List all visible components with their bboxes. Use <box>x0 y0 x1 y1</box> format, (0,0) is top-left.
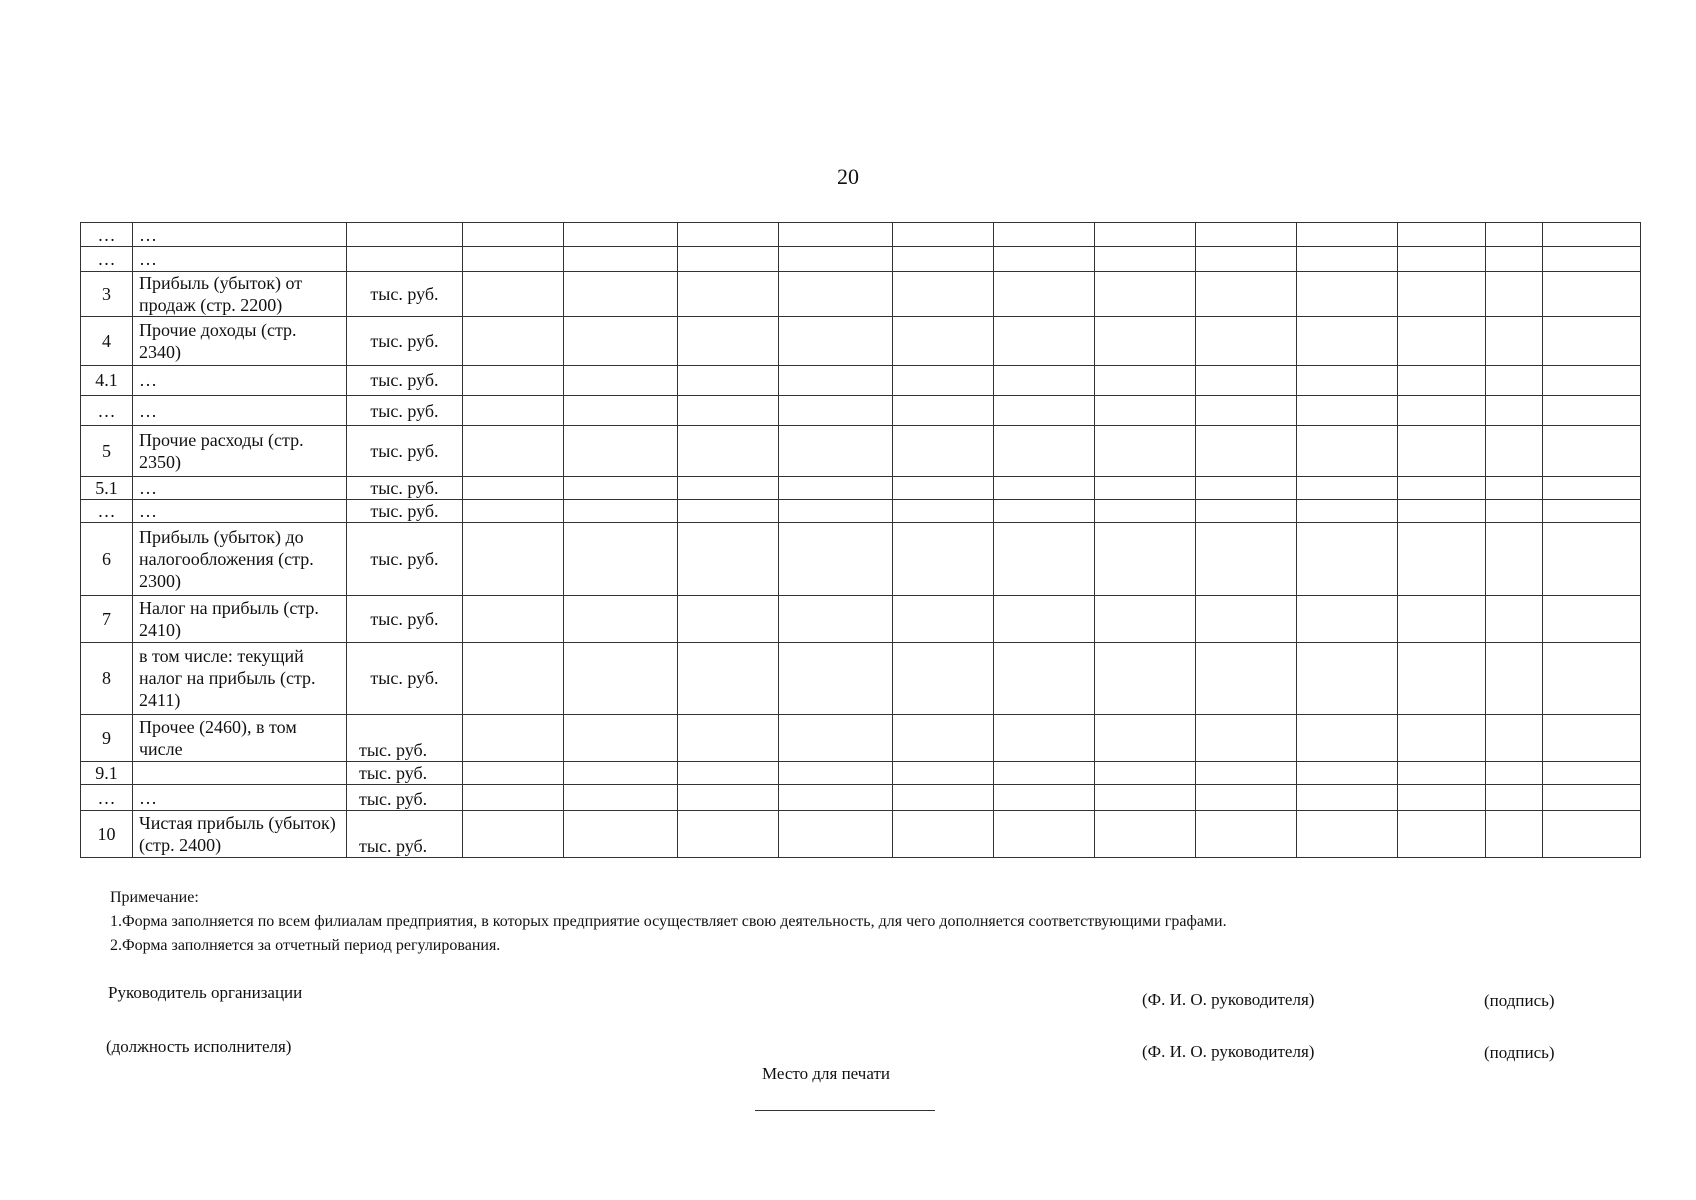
value-cell <box>1543 500 1641 523</box>
indicator-name-cell: Налог на прибыль (стр. 2410) <box>133 596 347 643</box>
value-cell <box>678 247 779 271</box>
value-cell <box>463 523 564 596</box>
value-cell <box>463 811 564 858</box>
stamp-place: Место для печати <box>762 1064 890 1083</box>
value-cell <box>1486 271 1543 317</box>
value-cell <box>1398 761 1486 784</box>
value-cell <box>994 811 1095 858</box>
value-cell <box>893 642 994 715</box>
row-number-cell: 4 <box>81 317 133 366</box>
notes-block <box>110 886 1227 958</box>
value-cell <box>779 476 893 499</box>
value-cell <box>463 365 564 395</box>
value-cell <box>1543 365 1641 395</box>
value-cell <box>678 811 779 858</box>
value-cell <box>678 395 779 425</box>
value-cell <box>1196 365 1297 395</box>
value-cell <box>1196 785 1297 811</box>
value-cell <box>893 271 994 317</box>
value-cell <box>779 247 893 271</box>
unit-cell: тыс. руб. <box>347 596 463 643</box>
value-cell <box>1486 596 1543 643</box>
value-cell <box>1398 365 1486 395</box>
value-cell <box>678 426 779 477</box>
indicator-name-cell: … <box>133 247 347 271</box>
value-cell <box>1543 811 1641 858</box>
indicator-name-cell: … <box>133 223 347 247</box>
head-sign: (подпись) <box>1484 991 1555 1010</box>
value-cell <box>994 365 1095 395</box>
value-cell <box>564 811 678 858</box>
value-cell <box>779 500 893 523</box>
value-cell <box>779 271 893 317</box>
value-cell <box>779 715 893 762</box>
value-cell <box>1095 271 1196 317</box>
table-row <box>81 476 1641 499</box>
indicator-name-cell: Прочее (2460), в том числе <box>133 715 347 762</box>
value-cell <box>463 395 564 425</box>
value-cell <box>893 811 994 858</box>
value-cell <box>994 223 1095 247</box>
value-cell <box>1486 523 1543 596</box>
value-cell <box>779 761 893 784</box>
stamp-line <box>755 1110 935 1111</box>
value-cell <box>1196 395 1297 425</box>
unit-cell: тыс. руб. <box>347 761 463 784</box>
value-cell <box>1095 365 1196 395</box>
row-number-cell: 8 <box>81 642 133 715</box>
value-cell <box>564 365 678 395</box>
value-cell <box>1297 523 1398 596</box>
value-cell <box>994 523 1095 596</box>
value-cell <box>1398 642 1486 715</box>
value-cell <box>1095 317 1196 366</box>
value-cell <box>1486 642 1543 715</box>
value-cell <box>1095 715 1196 762</box>
value-cell <box>1196 223 1297 247</box>
row-number-cell: … <box>81 223 133 247</box>
value-cell <box>1297 426 1398 477</box>
row-number-cell: 4.1 <box>81 365 133 395</box>
value-cell <box>1297 247 1398 271</box>
value-cell <box>463 223 564 247</box>
indicator-name-cell: Прибыль (убыток) до налогообложения (стр. 2300) <box>133 523 347 596</box>
value-cell <box>678 476 779 499</box>
unit-cell: тыс. руб. <box>347 811 463 858</box>
value-cell <box>1196 247 1297 271</box>
unit-cell: тыс. руб. <box>347 523 463 596</box>
value-cell <box>678 271 779 317</box>
value-cell <box>1095 523 1196 596</box>
value-cell <box>779 395 893 425</box>
value-cell <box>463 596 564 643</box>
value-cell <box>564 271 678 317</box>
value-cell <box>893 395 994 425</box>
notes-heading: Примечание: <box>110 889 199 906</box>
page-number: 20 <box>837 164 859 189</box>
value-cell <box>564 596 678 643</box>
value-cell <box>1398 223 1486 247</box>
value-cell <box>1486 365 1543 395</box>
row-number-cell: … <box>81 247 133 271</box>
row-number-cell: 7 <box>81 596 133 643</box>
row-number-cell: 5 <box>81 426 133 477</box>
value-cell <box>564 500 678 523</box>
value-cell <box>463 761 564 784</box>
indicator-name-cell: … <box>133 785 347 811</box>
value-cell <box>1543 317 1641 366</box>
table-row <box>81 271 1641 317</box>
value-cell <box>779 426 893 477</box>
value-cell <box>564 223 678 247</box>
value-cell <box>994 761 1095 784</box>
value-cell <box>1543 642 1641 715</box>
value-cell <box>994 785 1095 811</box>
value-cell <box>779 811 893 858</box>
value-cell <box>1297 785 1398 811</box>
unit-cell: тыс. руб. <box>347 500 463 523</box>
value-cell <box>1095 426 1196 477</box>
value-cell <box>994 271 1095 317</box>
row-number-cell: … <box>81 395 133 425</box>
unit-cell: тыс. руб. <box>347 317 463 366</box>
value-cell <box>678 596 779 643</box>
unit-cell <box>347 223 463 247</box>
value-cell <box>1543 761 1641 784</box>
value-cell <box>463 715 564 762</box>
value-cell <box>463 271 564 317</box>
value-cell <box>1196 271 1297 317</box>
value-cell <box>994 395 1095 425</box>
indicator-name-cell: в том числе: текущий налог на прибыль (стр. 2411) <box>133 642 347 715</box>
value-cell <box>1297 642 1398 715</box>
value-cell <box>779 523 893 596</box>
unit-cell: тыс. руб. <box>347 426 463 477</box>
value-cell <box>994 426 1095 477</box>
note-line-1: 1.Форма заполняется по всем филиалам предприятия, в которых предприятие осуществляет свою деятельность, для чего дополняется соответствующими графами. <box>110 913 1227 930</box>
value-cell <box>1196 476 1297 499</box>
value-cell <box>564 426 678 477</box>
indicator-name-cell: Чистая прибыль (убыток) (стр. 2400) <box>133 811 347 858</box>
value-cell <box>678 317 779 366</box>
value-cell <box>1095 500 1196 523</box>
value-cell <box>1543 476 1641 499</box>
value-cell <box>1543 223 1641 247</box>
value-cell <box>893 365 994 395</box>
value-cell <box>463 247 564 271</box>
value-cell <box>1095 395 1196 425</box>
value-cell <box>1196 426 1297 477</box>
value-cell <box>1095 223 1196 247</box>
value-cell <box>1095 596 1196 643</box>
value-cell <box>893 500 994 523</box>
indicator-name-cell: Прочие доходы (стр. 2340) <box>133 317 347 366</box>
exec-sign: (подпись) <box>1484 1043 1555 1062</box>
value-cell <box>1486 811 1543 858</box>
value-cell <box>779 365 893 395</box>
value-cell <box>1486 426 1543 477</box>
head-fio: (Ф. И. О. руководителя) <box>1142 990 1315 1009</box>
value-cell <box>463 785 564 811</box>
value-cell <box>1095 811 1196 858</box>
value-cell <box>1398 785 1486 811</box>
value-cell <box>893 247 994 271</box>
value-cell <box>1297 271 1398 317</box>
value-cell <box>1297 761 1398 784</box>
indicator-name-cell: Прибыль (убыток) от продаж (стр. 2200) <box>133 271 347 317</box>
value-cell <box>1095 785 1196 811</box>
value-cell <box>678 523 779 596</box>
table-row <box>81 811 1641 858</box>
value-cell <box>994 715 1095 762</box>
row-number-cell: 6 <box>81 523 133 596</box>
unit-cell <box>347 247 463 271</box>
value-cell <box>678 642 779 715</box>
value-cell <box>1196 523 1297 596</box>
value-cell <box>1095 476 1196 499</box>
value-cell <box>564 247 678 271</box>
indicator-name-cell <box>133 761 347 784</box>
value-cell <box>994 317 1095 366</box>
unit-cell: тыс. руб. <box>347 785 463 811</box>
value-cell <box>678 223 779 247</box>
value-cell <box>1398 811 1486 858</box>
exec-label: (должность исполнителя) <box>106 1037 292 1056</box>
table-row <box>81 365 1641 395</box>
value-cell <box>893 317 994 366</box>
value-cell <box>994 642 1095 715</box>
value-cell <box>1543 596 1641 643</box>
value-cell <box>1398 247 1486 271</box>
value-cell <box>1486 476 1543 499</box>
exec-fio: (Ф. И. О. руководителя) <box>1142 1042 1315 1061</box>
table-row <box>81 247 1641 271</box>
value-cell <box>564 476 678 499</box>
value-cell <box>1486 761 1543 784</box>
table-row <box>81 426 1641 477</box>
value-cell <box>1398 271 1486 317</box>
value-cell <box>463 500 564 523</box>
value-cell <box>893 223 994 247</box>
value-cell <box>1486 715 1543 762</box>
note-line-2: 2.Форма заполняется за отчетный период регулирования. <box>110 937 501 954</box>
row-number-cell: 9.1 <box>81 761 133 784</box>
value-cell <box>463 476 564 499</box>
table-row <box>81 223 1641 247</box>
row-number-cell: 9 <box>81 715 133 762</box>
value-cell <box>1196 596 1297 643</box>
value-cell <box>893 761 994 784</box>
value-cell <box>463 642 564 715</box>
table-row <box>81 596 1641 643</box>
value-cell <box>564 395 678 425</box>
value-cell <box>893 476 994 499</box>
value-cell <box>564 642 678 715</box>
value-cell <box>1543 715 1641 762</box>
value-cell <box>1196 811 1297 858</box>
value-cell <box>1543 395 1641 425</box>
table-row <box>81 500 1641 523</box>
value-cell <box>564 317 678 366</box>
value-cell <box>1486 395 1543 425</box>
value-cell <box>1543 785 1641 811</box>
table-row <box>81 715 1641 762</box>
indicator-name-cell: … <box>133 476 347 499</box>
value-cell <box>1095 642 1196 715</box>
value-cell <box>1486 247 1543 271</box>
value-cell <box>1543 271 1641 317</box>
value-cell <box>1196 317 1297 366</box>
value-cell <box>893 715 994 762</box>
table-row <box>81 395 1641 425</box>
value-cell <box>1297 365 1398 395</box>
value-cell <box>463 317 564 366</box>
value-cell <box>678 365 779 395</box>
value-cell <box>1095 761 1196 784</box>
indicator-name-cell: Прочие расходы (стр. 2350) <box>133 426 347 477</box>
value-cell <box>994 596 1095 643</box>
table-row <box>81 785 1641 811</box>
value-cell <box>1398 715 1486 762</box>
value-cell <box>1486 500 1543 523</box>
value-cell <box>1297 317 1398 366</box>
value-cell <box>1398 523 1486 596</box>
value-cell <box>1398 317 1486 366</box>
value-cell <box>779 596 893 643</box>
indicator-name-cell: … <box>133 395 347 425</box>
table-row <box>81 317 1641 366</box>
row-number-cell: 10 <box>81 811 133 858</box>
row-number-cell: … <box>81 785 133 811</box>
value-cell <box>1543 426 1641 477</box>
unit-cell: тыс. руб. <box>347 271 463 317</box>
value-cell <box>893 785 994 811</box>
value-cell <box>678 715 779 762</box>
value-cell <box>1543 523 1641 596</box>
unit-cell: тыс. руб. <box>347 395 463 425</box>
value-cell <box>1297 811 1398 858</box>
value-cell <box>893 596 994 643</box>
row-number-cell: … <box>81 500 133 523</box>
value-cell <box>994 500 1095 523</box>
table-row <box>81 642 1641 715</box>
value-cell <box>1486 785 1543 811</box>
value-cell <box>1297 395 1398 425</box>
report-table <box>80 222 1641 858</box>
value-cell <box>564 523 678 596</box>
table-row <box>81 523 1641 596</box>
value-cell <box>779 317 893 366</box>
value-cell <box>779 642 893 715</box>
value-cell <box>994 476 1095 499</box>
value-cell <box>1297 715 1398 762</box>
value-cell <box>1297 500 1398 523</box>
value-cell <box>1297 476 1398 499</box>
value-cell <box>893 426 994 477</box>
value-cell <box>1486 317 1543 366</box>
value-cell <box>779 785 893 811</box>
value-cell <box>1398 395 1486 425</box>
value-cell <box>994 247 1095 271</box>
value-cell <box>1095 247 1196 271</box>
value-cell <box>1297 223 1398 247</box>
indicator-name-cell: … <box>133 365 347 395</box>
row-number-cell: 5.1 <box>81 476 133 499</box>
value-cell <box>678 500 779 523</box>
value-cell <box>1543 247 1641 271</box>
value-cell <box>1196 761 1297 784</box>
value-cell <box>463 426 564 477</box>
value-cell <box>1398 426 1486 477</box>
value-cell <box>564 715 678 762</box>
unit-cell: тыс. руб. <box>347 642 463 715</box>
value-cell <box>1196 500 1297 523</box>
value-cell <box>678 785 779 811</box>
table-row <box>81 761 1641 784</box>
value-cell <box>1398 596 1486 643</box>
value-cell <box>564 785 678 811</box>
value-cell <box>1398 476 1486 499</box>
value-cell <box>1398 500 1486 523</box>
value-cell <box>893 523 994 596</box>
head-label: Руководитель организации <box>108 983 303 1002</box>
unit-cell: тыс. руб. <box>347 476 463 499</box>
row-number-cell: 3 <box>81 271 133 317</box>
value-cell <box>1196 715 1297 762</box>
indicator-name-cell: … <box>133 500 347 523</box>
value-cell <box>1297 596 1398 643</box>
value-cell <box>1486 223 1543 247</box>
value-cell <box>678 761 779 784</box>
value-cell <box>779 223 893 247</box>
unit-cell: тыс. руб. <box>347 365 463 395</box>
unit-cell: тыс. руб. <box>347 715 463 762</box>
value-cell <box>1196 642 1297 715</box>
value-cell <box>564 761 678 784</box>
